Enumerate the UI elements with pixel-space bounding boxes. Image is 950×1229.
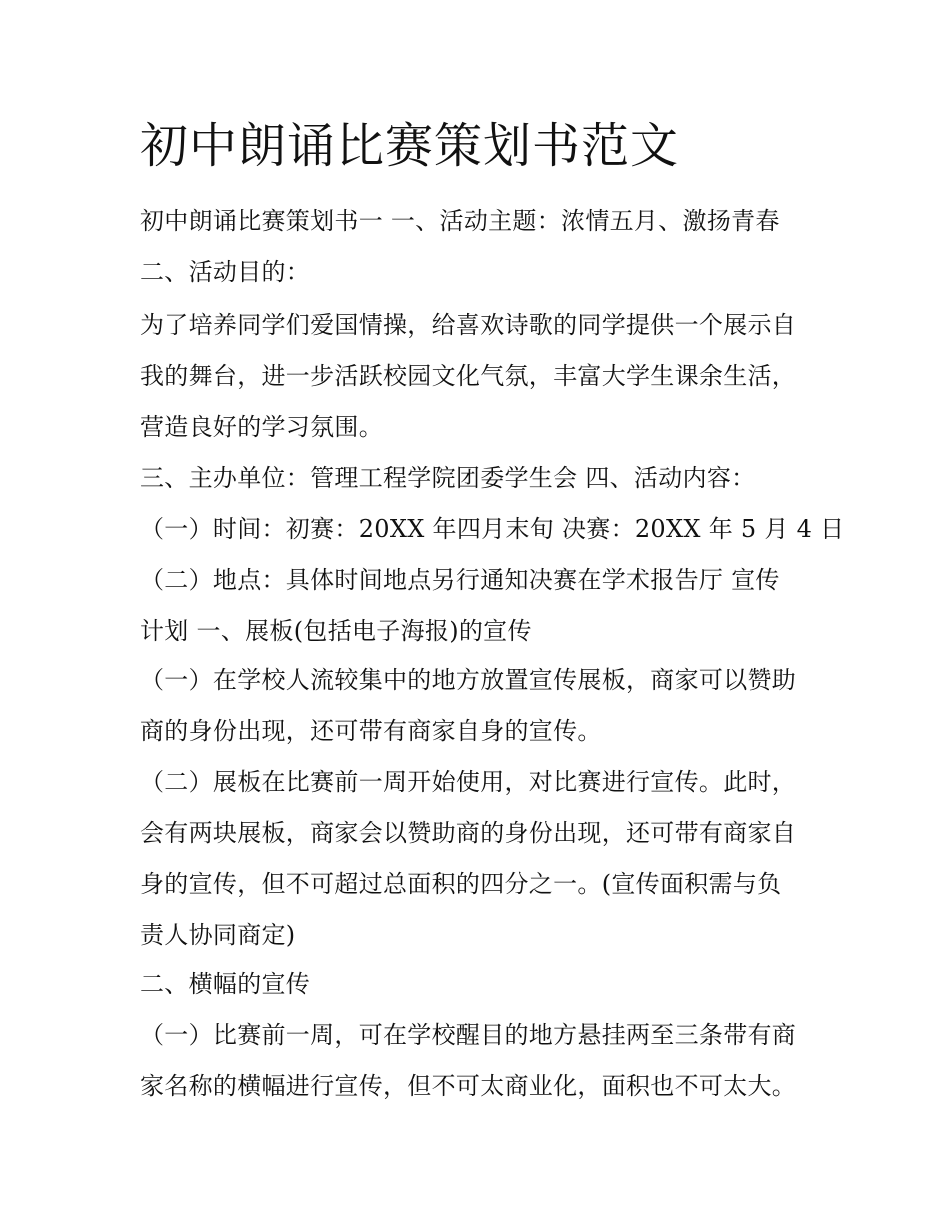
text-line: 身的宣传，但不可超过总面积的四分之一。(宣传面积需与负 bbox=[140, 870, 782, 898]
text-line: 家名称的横幅进行宣传，但不可太商业化，面积也不可太大。 bbox=[140, 1072, 797, 1100]
document-title: 初中朗诵比赛策划书范文 bbox=[140, 118, 680, 174]
text-line: 责人协同商定) bbox=[140, 921, 296, 949]
text-line: （二）地点：具体时间地点另行通知决赛在学术报告厅 宣传 bbox=[140, 566, 780, 594]
text-line: 计划 一、展板(包括电子海报)的宣传 bbox=[140, 617, 532, 645]
text-line: 营造良好的学习氛围。 bbox=[140, 413, 383, 441]
text-line: 会有两块展板，商家会以赞助商的身份出现，还可带有商家自 bbox=[140, 819, 797, 847]
text-line: 二、横幅的宣传 bbox=[140, 970, 311, 998]
text-line: 商的身份出现，还可带有商家自身的宣传。 bbox=[140, 717, 602, 745]
text-line: 三、主办单位：管理工程学院团委学生会 四、活动内容： bbox=[140, 464, 756, 492]
text-line: （一）比赛前一周，可在学校醒目的地方悬挂两至三条带有商 bbox=[140, 1021, 797, 1049]
text-line: 初中朗诵比赛策划书一 一、活动主题：浓情五月、激扬青春 bbox=[140, 207, 780, 235]
text-line: （二）展板在比赛前一周开始使用，对比赛进行宣传。此时， bbox=[140, 768, 797, 796]
text-line: （一）在学校人流较集中的地方放置宣传展板，商家可以赞助 bbox=[140, 666, 797, 694]
text-line: 我的舞台，进一步活跃校园文化气氛，丰富大学生课余生活， bbox=[140, 362, 797, 390]
text-line: （一）时间：初赛：20XX 年四月末旬 决赛：20XX 年 5 月 4 日 bbox=[140, 515, 845, 543]
text-line: 为了培养同学们爱国情操，给喜欢诗歌的同学提供一个展示自 bbox=[140, 311, 797, 339]
text-line: 二、活动目的： bbox=[140, 258, 311, 286]
